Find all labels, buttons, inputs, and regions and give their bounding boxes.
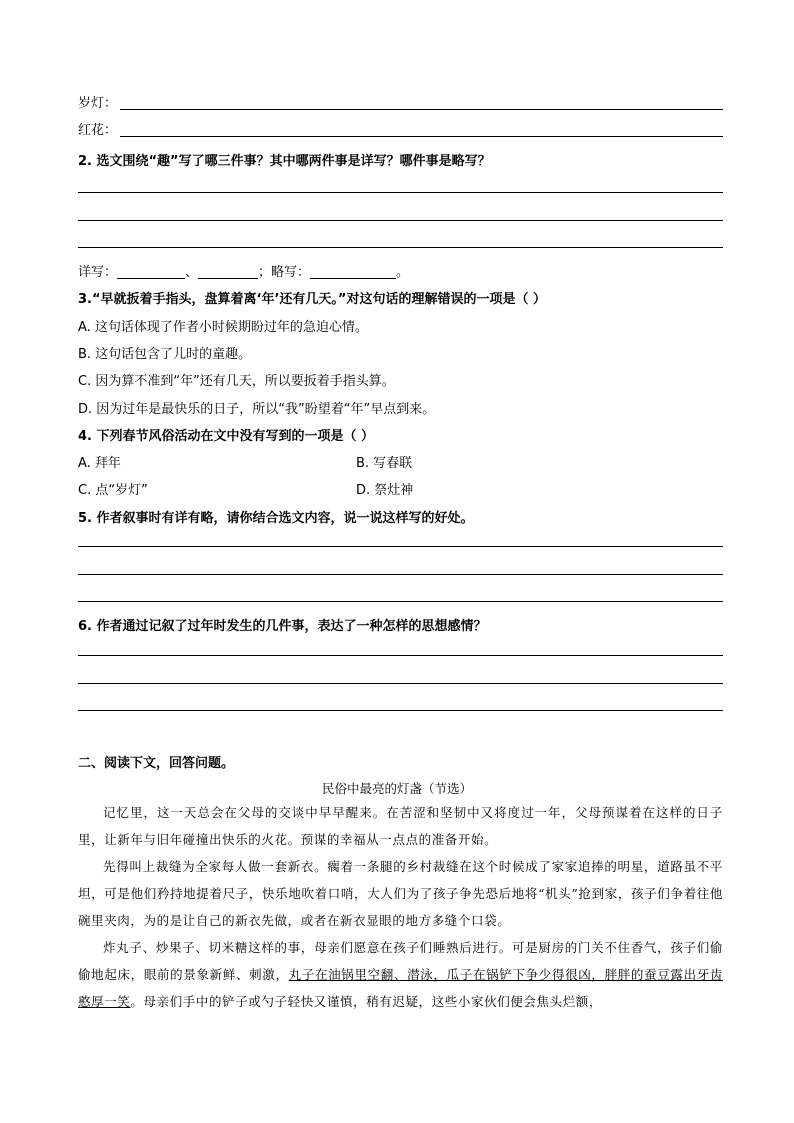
answer-line[interactable] [78,710,723,711]
passage-title: 民俗中最亮的灯盏（节选） [321,781,472,796]
end-mark: 。 [396,265,410,280]
answer-line[interactable] [78,546,723,547]
q3-option-c[interactable]: C. 因为算不准到“年”还有几天，所以要扳着手指头算。 [78,374,395,389]
paragraph-3-text-a: 炸丸子、炒果子、切米糖这样的事，母亲们愿意在孩子们睡熟后进行。可是厨房的门关不住香气，孩子们偷偷地起床，眼前的景象新鲜、刺激， [78,940,723,982]
q4-option-b[interactable]: B. 写春联 [356,456,413,471]
fill-row-suideng [78,93,723,113]
answer-line[interactable] [120,109,723,110]
q4-option-d[interactable]: D. 祭灶神 [356,483,414,498]
fill-label: 岁灯： [78,96,118,111]
answer-line[interactable] [78,574,723,575]
underlined-sentence: 丸子在油锅里空翻、潜泳，瓜子在锅铲下争少得很凶，胖胖的蚕豆露出牙齿憨厚一笑 [78,967,723,1009]
section-2-heading: 二、阅读下文，回答问题。 [78,756,235,771]
answer-line[interactable] [78,220,723,221]
passage-paragraph-1: 记忆里，这一天总会在父母的交谈中早早醒来。在苦涩和坚韧中又将度过一年，父母预谋着在这样的日子里，让新年与旧年碰撞出快乐的火花。预谋的幸福从一点点的准备开始。 [78,805,723,847]
answer-line[interactable] [78,247,723,248]
q4-option-c[interactable]: C. 点“岁灯” [78,483,148,498]
question-2: 2. 选文围绕“趣”写了哪三件事？其中哪两件事是详写？哪件事是略写？ [78,154,491,169]
answer-line[interactable] [78,601,723,602]
q4-option-a[interactable]: A. 拜年 [78,456,121,471]
brief-blank[interactable] [310,264,396,279]
question-3: 3.“早就扳着手指头，盘算着离‘年’还有几天。”对这句话的理解错误的一项是（ ） [78,292,546,307]
q2-detail-brief-row [78,261,409,280]
answer-line[interactable] [120,136,723,137]
question-6: 6. 作者通过记叙了过年时发生的几件事，表达了一种怎样的思想感情？ [78,619,487,634]
fill-row-honghua [78,120,723,140]
answer-line[interactable] [78,655,723,656]
passage-paragraph-3 [78,934,723,1015]
answer-line[interactable] [78,192,723,193]
detail-label: 详写： [78,265,118,280]
answer-line[interactable] [78,683,723,684]
question-4: 4. 下列春节风俗活动在文中没有写到的一项是（ ） [78,429,375,444]
fill-label: 红花： [78,123,118,138]
q3-option-d[interactable]: D. 因为过年是最快乐的日子，所以“我”盼望着“年”早点到来。 [78,402,436,417]
brief-label: ；略写： [258,265,311,280]
detail-blank-2[interactable] [198,264,258,279]
q3-option-b[interactable]: B. 这句话包含了儿时的童趣。 [78,347,252,362]
passage-paragraph-2: 先得叫上裁缝为全家每人做一套新衣。瘸着一条腿的乡村裁缝在这个时候成了家家追捧的明星，道路虽不平坦，可是他们矜持地提着尺子，快乐地吹着口哨，大人们为了孩子争先恐后地将“机头”抢到家，孩子们争着往他碗里夹肉，为的是让自己的新衣先做，或者在新衣显眼的地方多缝个口袋。 [78,859,723,928]
question-5: 5. 作者叙事时有详有略，请你结合选文内容，说一说这样写的好处。 [78,511,474,526]
detail-blank-1[interactable] [117,264,185,279]
q3-option-a[interactable]: A. 这句话体现了作者小时候期盼过年的急迫心情。 [78,320,368,335]
separator: 、 [185,265,199,280]
paragraph-3-text-b: 。母亲们手中的铲子或勺子轻快又谨慎，稍有迟疑，这些小家伙们便会焦头烂额， [130,994,603,1009]
